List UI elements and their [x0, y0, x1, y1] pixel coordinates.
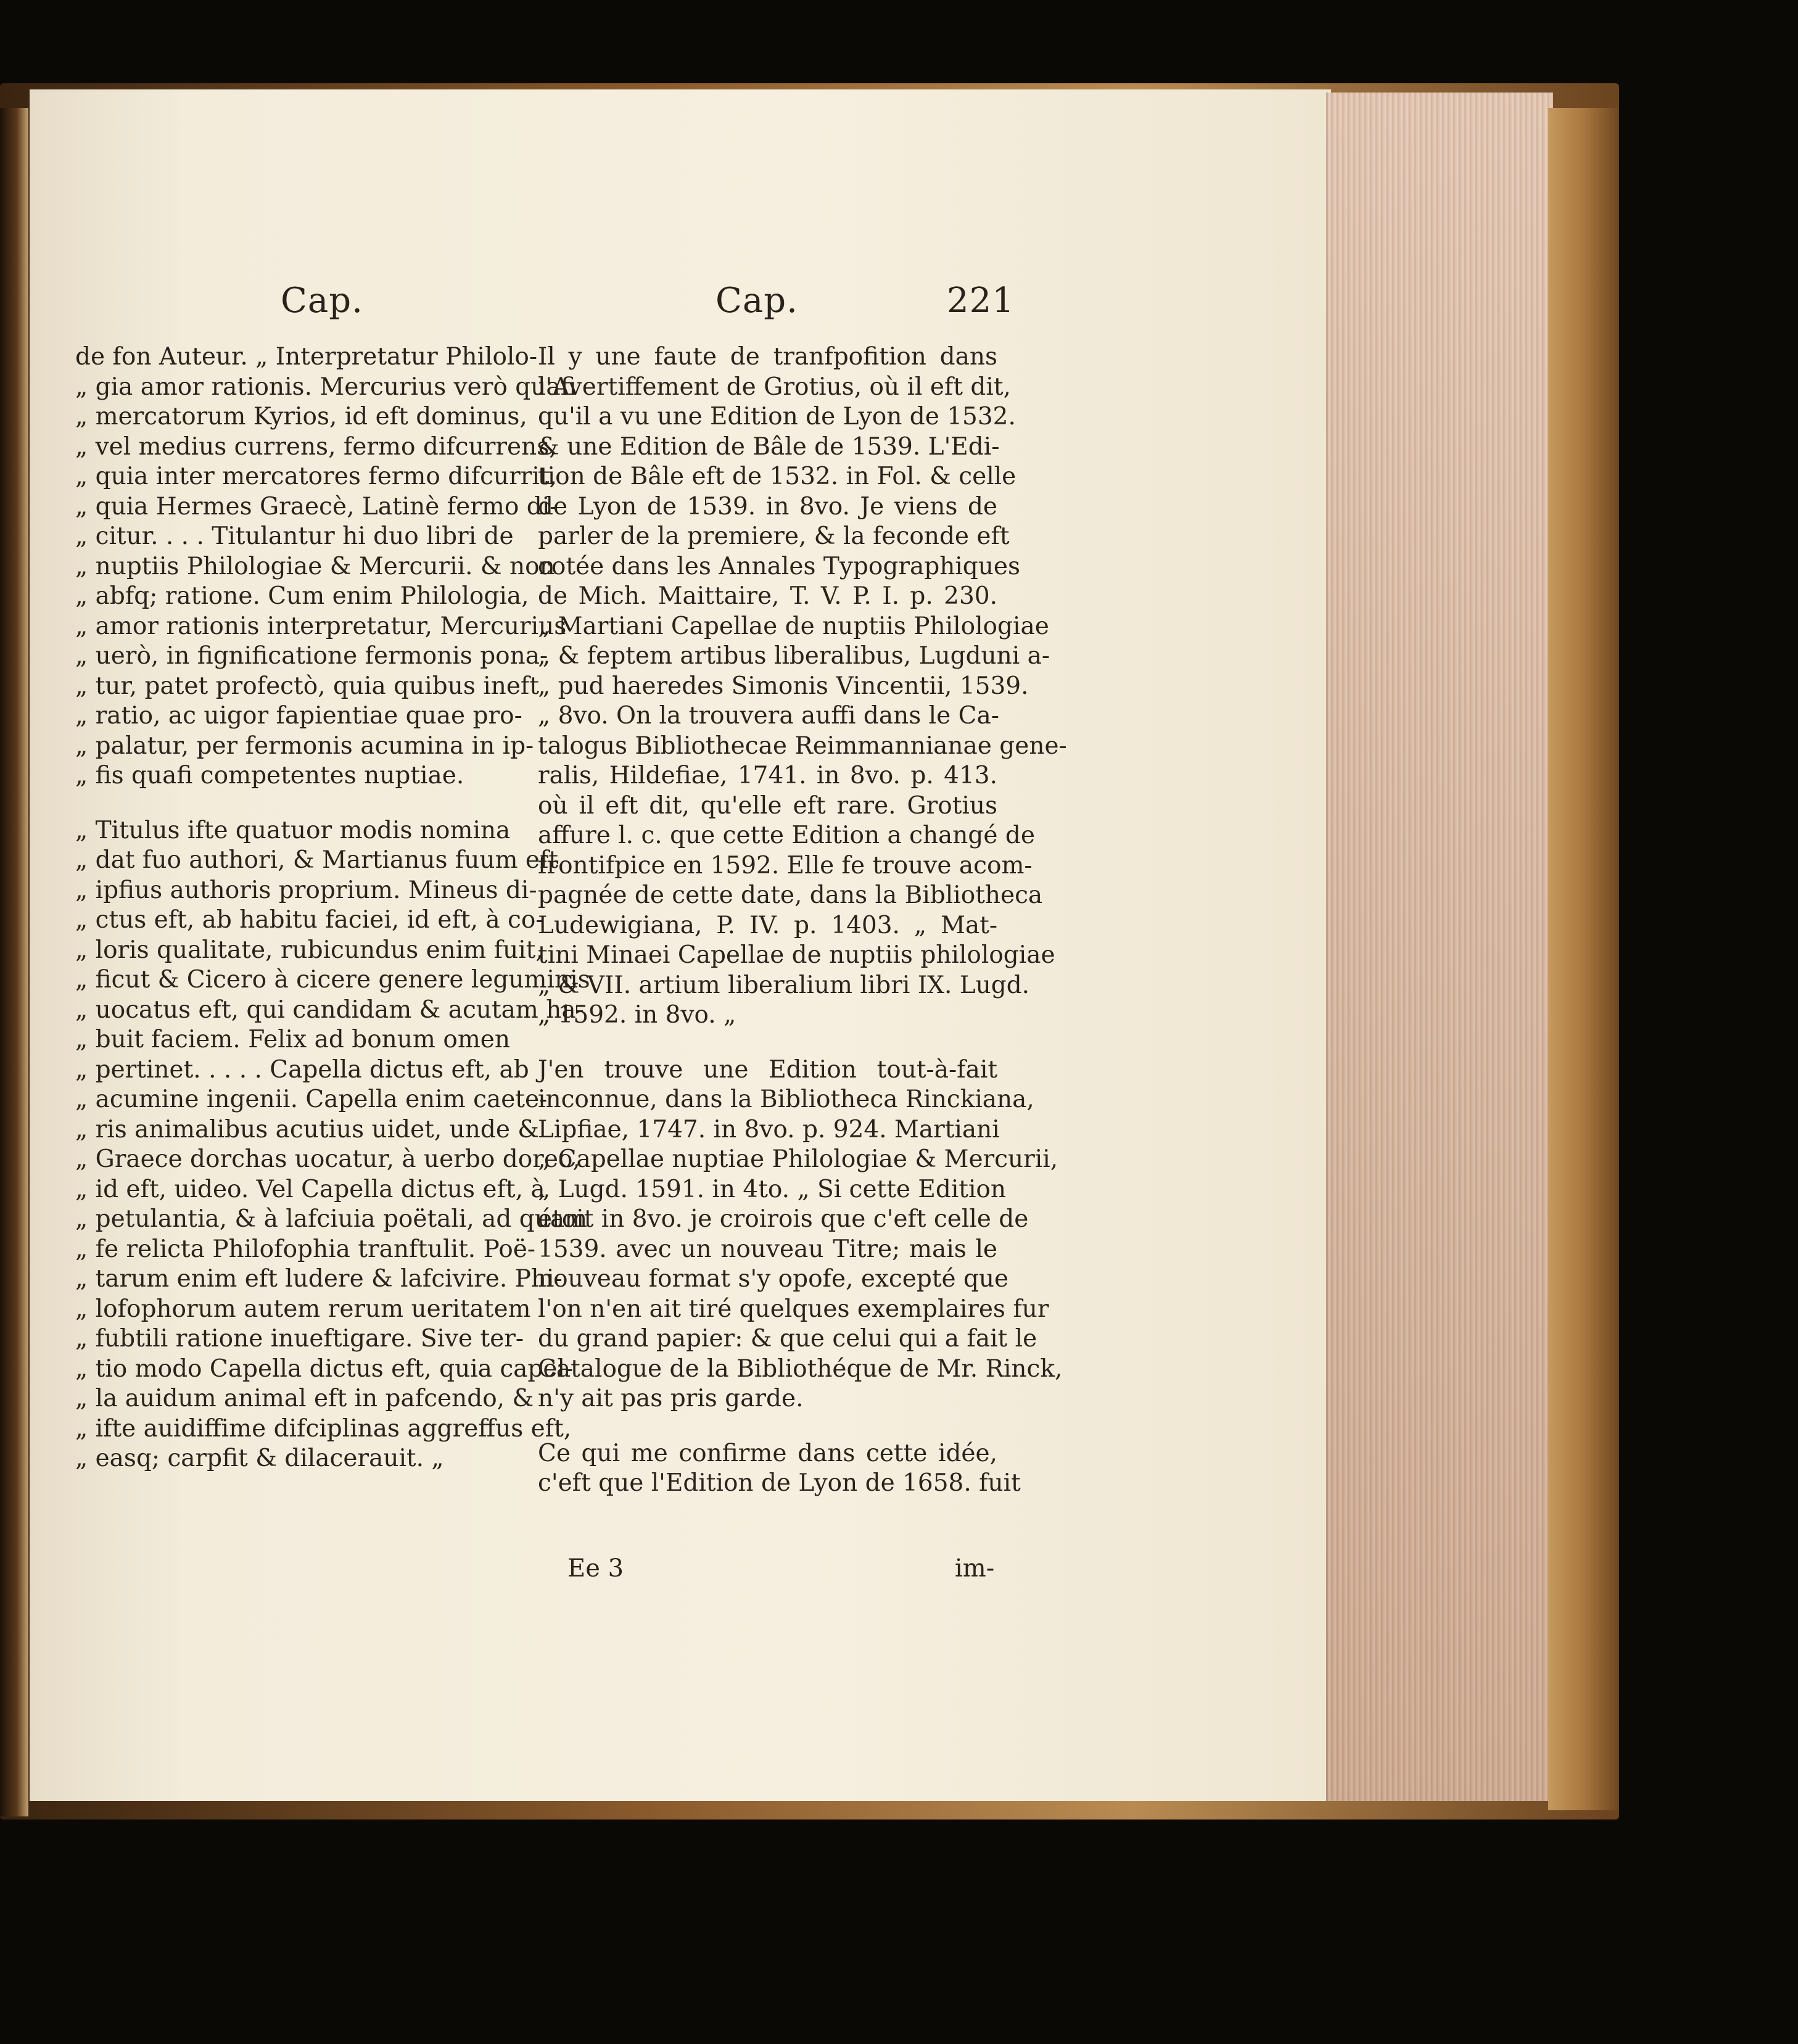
text-line: n'y ait pas pris garde.	[538, 1385, 804, 1412]
text-line: „ lofophorum autem rerum ueritatem	[75, 1295, 531, 1323]
text-line: Lipfiae, 1747. in 8vo. p. 924. Martiani	[538, 1115, 1000, 1144]
binding-edge	[1548, 108, 1619, 1810]
text-line: parler de la premiere, & la feconde eft	[538, 522, 1010, 550]
text-line: „ amor rationis interpretatur, Mercurius	[75, 612, 567, 640]
catchword: im-	[955, 1554, 995, 1583]
text-line: Il y une faute de tranfpofition dans	[538, 343, 997, 371]
text-line: „ & VII. artium liberalium libri IX. Lugd.	[538, 971, 1030, 999]
page-number: 221	[947, 281, 1015, 321]
text-line: „ fis quafi competentes nuptiae.	[75, 762, 464, 789]
text-line: Ce qui me confirme dans cette idée,	[538, 1439, 997, 1467]
facing-page-edge	[0, 108, 28, 1816]
text-line: „ uerò, in fignificatione fermonis pona-	[75, 642, 548, 670]
left-column	[75, 342, 590, 1474]
text-line: l'on n'en ait tiré quelques exemplaires fur	[538, 1295, 1049, 1323]
text-line: ralis, Hildefiae, 1741. in 8vo. p. 413.	[538, 762, 997, 789]
signature-mark: Ee 3	[567, 1554, 624, 1583]
text-line: „ loris qualitate, rubicundus enim fuit,	[75, 936, 543, 964]
text-line: „ Titulus ifte quatuor modis nomina	[75, 816, 511, 844]
text-line: qu'il a vu une Edition de Lyon de 1532.	[538, 403, 1016, 431]
text-line: J'en trouve une Edition tout-à-fait	[538, 1055, 997, 1084]
left-running-head: Cap.	[281, 281, 363, 321]
text-line: „ mercatorum Kyrios, id eft dominus,	[75, 403, 527, 431]
text-line: de Lyon de 1539. in 8vo. Je viens de	[538, 492, 997, 521]
right-paragraph-1	[538, 342, 1067, 1031]
text-line: Ludewigiana, P. IV. p. 1403. „ Mat-	[538, 911, 997, 939]
text-line: „ Lugd. 1591. in 4to. „ Si cette Edition	[538, 1175, 1007, 1203]
text-line: „ 1592. in 8vo. „	[538, 1001, 736, 1029]
text-line: du grand papier: & que celui qui a fait le	[538, 1325, 1037, 1353]
text-line: „ tur, patet profectò, quia quibus ineft	[75, 672, 540, 700]
right-column	[538, 342, 1067, 1499]
text-line: „ dat fuo authori, & Martianus fuum eft	[75, 846, 559, 874]
text-line: „ ratio, ac uigor fapientiae quae pro-	[75, 702, 522, 730]
text-line: „ Graece dorchas uocatur, à uerbo doreo,	[75, 1145, 580, 1173]
text-line: „ ris animalibus acutius uidet, unde &	[75, 1115, 540, 1144]
text-line: affure l. c. que cette Edition a changé de	[538, 822, 1035, 849]
text-line: „ Martiani Capellae de nuptiis Philologiae	[538, 612, 1049, 640]
text-line: „ & feptem artibus liberalibus, Lugduni a-	[538, 642, 1050, 670]
text-line: „ la auidum animal eft in pafcendo, &	[75, 1385, 534, 1412]
text-line: „ id eft, uideo. Vel Capella dictus eft, à	[75, 1175, 545, 1203]
text-line: pagnée de cette date, dans la Bibliotheca	[538, 881, 1043, 909]
text-line: c'eft que l'Edition de Lyon de 1658. fuit	[538, 1469, 1021, 1497]
text-line: „ abfq; ratione. Cum enim Philologia,	[75, 582, 529, 610]
text-line: „ quia inter mercatores fermo difcurrit,	[75, 463, 557, 490]
text-line: „ easq; carpfit & dilacerauit. „	[75, 1444, 444, 1472]
text-line: „ citur. . . . Titulantur hi duo libri de	[75, 522, 514, 550]
text-line: & une Edition de Bâle de 1539. L'Edi-	[538, 432, 1000, 461]
text-line: „ pertinet. . . . . Capella dictus eft, ab	[75, 1055, 529, 1084]
text-line: „ vel medius currens, fermo difcurrens,	[75, 432, 557, 461]
text-line: tion de Bâle eft de 1532. in Fol. & celle	[538, 463, 1017, 490]
text-line: „ pud haeredes Simonis Vincentii, 1539.	[538, 672, 1029, 700]
text-line: de Mich. Maittaire, T. V. P. I. p. 230.	[538, 582, 997, 610]
text-line: „ palatur, per fermonis acumina in ip-	[75, 731, 534, 760]
text-line: „ fe relicta Philofophia tranftulit. Poë-	[75, 1235, 535, 1263]
right-paragraph-2	[538, 1055, 1063, 1414]
text-line: où il eft dit, qu'elle eft rare. Grotius	[538, 791, 997, 820]
text-line: „ nuptiis Philologiae & Mercurii. & non	[75, 552, 555, 580]
text-line: „ quia Hermes Graecè, Latinè fermo di-	[75, 492, 558, 521]
text-line: nouveau format s'y opofe, excepté que	[538, 1265, 1009, 1293]
text-line: „ ipfius authoris proprium. Mineus di-	[75, 876, 537, 904]
text-line: „ 8vo. On la trouvera auffi dans le Ca-	[538, 702, 999, 730]
text-line: talogus Bibliothecae Reimmannianae gene-	[538, 731, 1067, 760]
text-line: „ ficut & Cicero à cicere genere leguminis	[75, 966, 590, 994]
text-line: „ tarum enim eft ludere & lafcivire. Phi-	[75, 1265, 563, 1293]
text-line: cotée dans les Annales Typographiques	[538, 552, 1020, 580]
text-line: l'Avertiffement de Grotius, où il eft dit,	[538, 373, 1011, 401]
fore-edge-shading	[1326, 93, 1551, 1801]
text-line: „ uocatus eft, qui candidam & acutam ha-	[75, 995, 584, 1024]
text-line: „ buit faciem. Felix ad bonum omen	[75, 1026, 510, 1053]
text-line: „ petulantia, & à lafciuia poëtali, ad quam	[75, 1205, 588, 1233]
left-paragraph-1	[75, 342, 577, 791]
text-line: „ ifte auidiffime difciplinas aggreffus eft,	[75, 1414, 572, 1443]
text-line: tini Minaei Capellae de nuptiis philologiae	[538, 941, 1055, 969]
text-line: Catalogue de la Bibliothéque de Mr. Rinck,	[538, 1354, 1063, 1383]
text-line: „ tio modo Capella dictus eft, quia capel-	[75, 1354, 574, 1383]
left-paragraph-2	[75, 816, 590, 1474]
right-paragraph-3	[538, 1439, 1021, 1499]
text-line: frontifpice en 1592. Elle fe trouve acom-	[538, 851, 1033, 880]
text-line: „ fubtili ratione inueftigare. Sive ter-	[75, 1325, 524, 1353]
right-running-head: Cap.	[715, 281, 798, 321]
text-line: de fon Auteur. „ Interpretatur Philolo-	[75, 343, 538, 371]
text-line: „ gia amor rationis. Mercurius verò quafi	[75, 373, 577, 401]
text-line: 1539. avec un nouveau Titre; mais le	[538, 1235, 997, 1263]
text-line: „ ctus eft, ab habitu faciei, id eft, à co-	[75, 906, 544, 934]
text-line: „ Capellae nuptiae Philologiae & Mercurii,	[538, 1145, 1058, 1173]
text-line: étoit in 8vo. je croirois que c'eft celle de	[538, 1205, 1029, 1233]
text-line: inconnue, dans la Bibliotheca Rinckiana,	[538, 1086, 1034, 1113]
text-line: „ acumine ingenii. Capella enim caete-	[75, 1086, 548, 1113]
